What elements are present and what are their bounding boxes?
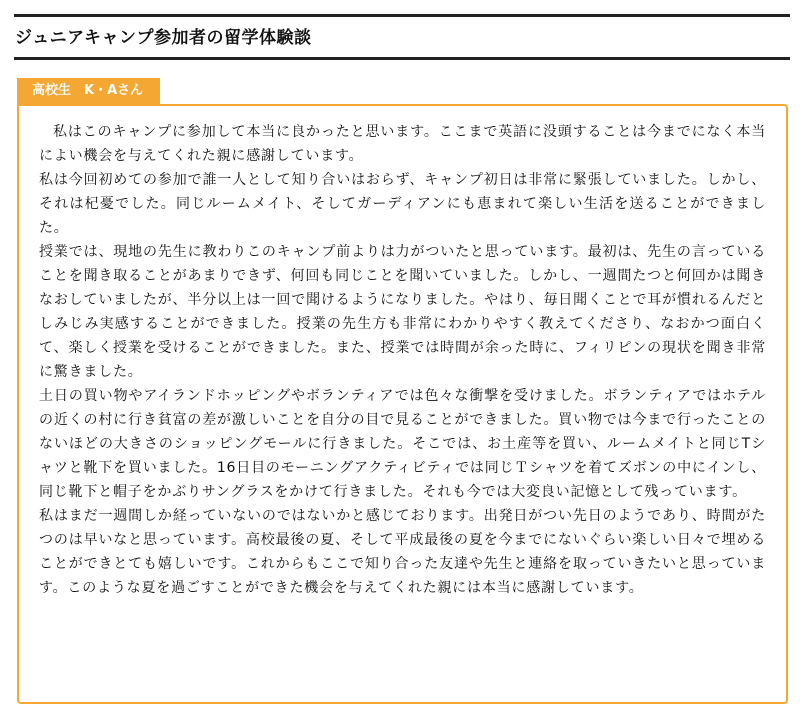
testimonial-paragraph: 授業では、現地の先生に教わりこのキャンプ前よりは力がついたと思っています。最初は、先生の言っていることを聞き取ることがあまりできず、何回も同じことを聞いていました。しかし、一週間たつと何回かは聞きなおしていましたが、半分以上は一回で聞けるようになりました。やはり、毎日聞くことで耳が慣れるんだとしみじみ実感することができました。授業の先生方も非常にわかりやすく教えてくださり、なおかつ面白くて、楽しく授業を受けることができました。また、授業では時間が余った時に、フィリピンの現状を聞き非常に驚きました。 [39,244,766,380]
testimonial-paragraph: 私は今回初めての参加で誰一人として知り合いはおらず、キャンプ初日は非常に緊張していました。しかし、それは杞憂でした。同じルームメイト、そしてガーディアンにも恵まれて楽しい生活を送ることができました。 [39,172,766,236]
page-title: ジュニアキャンプ参加者の留学体験談 [15,28,312,48]
testimonial-paragraph: 私はまだ一週間しか経っていないのではないかと感じております。出発日がつい先日のようであり、時間がたつのは早いなと思っています。高校最後の夏、そして平成最後の夏を今までにないぐらい楽しい日々で埋めることができとても嬉しいです。これからもここで知り合った友達や先生と連絡を取っていきたいと思っています。このような夏を過ごすことができた機会を与えてくれた親には本当に感謝しています。 [39,508,766,596]
testimonial-body [17,104,788,704]
testimonial-paragraph: 土日の買い物やアイランドホッピングやボランティアでは色々な衝撃を受けました。ボランティアではホテルの近くの村に行き貧富の差が激しいことを自分の目で見ることができました。買い物では今まで行ったことのないほどの大きさのショッピングモールに行きました。そこでは、お土産等を買い、ルームメイトと同じTシャツと靴下を買いました。16日目のモーニングアクティビティでは同じＴシャツを着てズボンの中にインし、同じ靴下と帽子をかぶりサングラスをかけて行きました。それも今では大変良い記憶として残っています。 [39,388,766,500]
testimonial-paragraph: 私はこのキャンプに参加して本当に良かったと思います。ここまで英語に没頭することは今までになく本当によい機会を与えてくれた親に感謝しています。 [39,124,766,164]
testimonial-label: 高校生 K・Aさん [17,78,160,104]
title-block [14,14,790,60]
